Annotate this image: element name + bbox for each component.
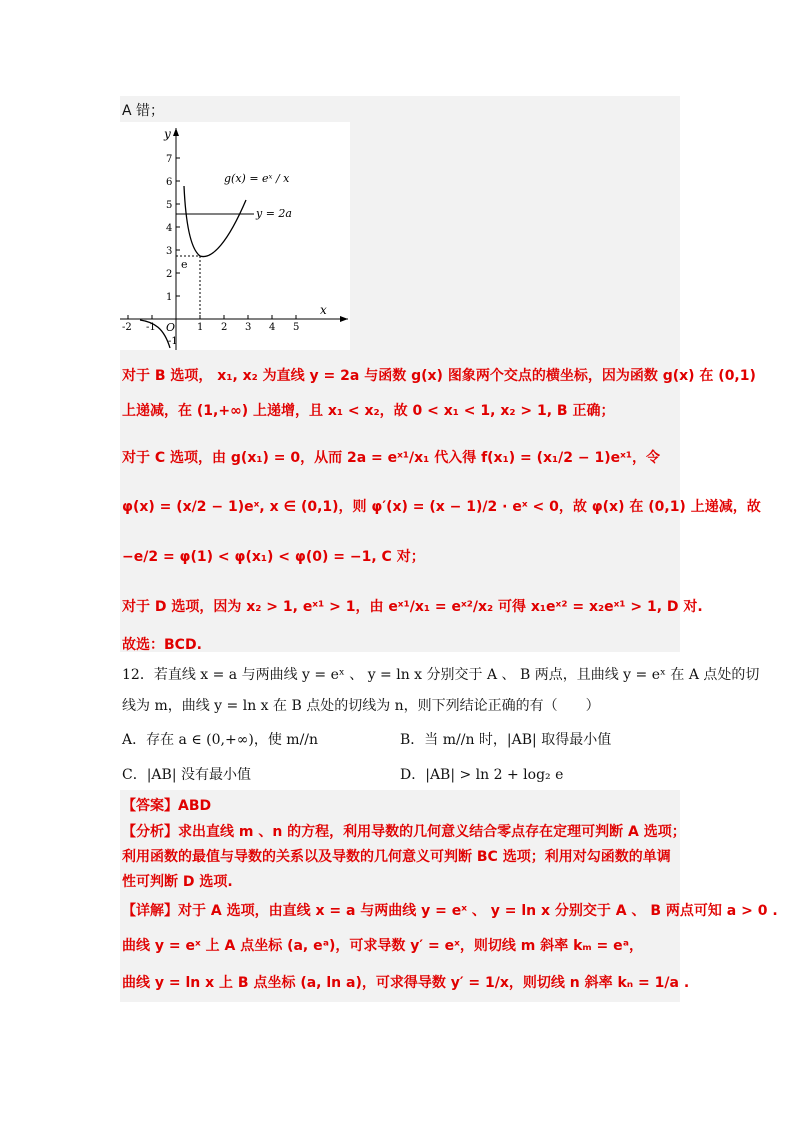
e-value-label: e	[181, 258, 188, 271]
y-tick-minus-1: -1	[168, 336, 178, 347]
y-axis-label: y	[164, 127, 171, 141]
conclusion-line: 故选：BCD.	[122, 637, 202, 653]
question-line-1: 12．若直线 x = a 与两曲线 y = eˣ 、 y = ln x 分别交于 A 、 B 两点，且曲线 y = eˣ 在 A 点处的切	[122, 667, 760, 683]
analysis-line-2: 利用函数的最值与导数的关系以及导数的几何意义可判断 BC 选项；利用对勾函数的单调	[122, 849, 671, 865]
function-graph	[120, 122, 350, 350]
y-axis-arrow-icon	[173, 128, 179, 136]
question-line-2: 线为 m，曲线 y = ln x 在 B 点处的切线为 n，则下列结论正确的有（ ）	[122, 698, 600, 714]
option-d-line: 对于 D 选项，因为 x₂ > 1, eˣ¹ > 1，由 eˣ¹/x₁ = eˣ²/x₂ 可得 x₁eˣ² = x₂eˣ¹ > 1, D 对.	[122, 599, 703, 615]
y-equals-2a-label: y = 2a	[256, 207, 292, 220]
x-tick-2: 2	[221, 322, 228, 333]
option-a: A．存在 a ∈ (0,+∞)，使 m//n	[122, 732, 319, 748]
x-tick-5: 5	[293, 322, 300, 333]
analysis-line-1: 【分析】求出直线 m 、n 的方程，利用导数的几何意义结合零点存在定理可判断 A 选项；	[122, 824, 686, 840]
y-tick-1: 1	[166, 292, 173, 303]
x-axis-label: x	[320, 303, 327, 317]
x-tick-1: 1	[197, 322, 204, 333]
y-tick-3: 3	[166, 246, 173, 257]
option-c-line-1: 对于 C 选项，由 g(x₁) = 0，从而 2a = eˣ¹/x₁ 代入得 f(x₁) = (x₁/2 − 1)eˣ¹，令	[122, 450, 661, 466]
y-tick-7: 7	[166, 154, 173, 165]
x-tick-labels	[122, 315, 299, 333]
y-tick-labels	[166, 154, 180, 347]
x-tick-3: 3	[245, 322, 252, 333]
y-tick-2: 2	[166, 269, 173, 280]
option-c-line-3: −e/2 = φ(1) < φ(x₁) < φ(0) = −1, C 对；	[122, 549, 425, 565]
g-curve-right-branch	[184, 186, 246, 257]
origin-label: O	[166, 321, 176, 334]
y-tick-4: 4	[166, 223, 173, 234]
x-tick-minus-2: -2	[122, 322, 132, 333]
option-c: C．|AB| 没有最小值	[122, 767, 251, 783]
x-axis-arrow-icon	[340, 316, 348, 322]
option-b: B．当 m//n 时，|AB| 取得最小值	[400, 732, 612, 748]
x-tick-4: 4	[269, 322, 276, 333]
graph-svg	[120, 122, 350, 350]
option-b-line-1: 对于 B 选项， x₁, x₂ 为直线 y = 2a 与函数 g(x) 图象两个交点的横坐标，因为函数 g(x) 在 (0,1)	[122, 368, 756, 384]
g-curve-label: g(x) = eˣ / x	[224, 172, 290, 185]
option-b-line-2: 上递减，在 (1,+∞) 上递增，且 x₁ < x₂，故 0 < x₁ < 1, x₂ > 1, B 正确；	[122, 403, 615, 419]
option-d: D．|AB| > ln 2 + log₂ e	[400, 767, 564, 783]
answer-line: 【答案】ABD	[122, 798, 212, 814]
detail-line-3: 曲线 y = ln x 上 B 点坐标 (a, ln a)，可求得导数 y′ = 1/x，则切线 n 斜率 kₙ = 1/a .	[122, 975, 690, 991]
detail-line-2: 曲线 y = eˣ 上 A 点坐标 (a, eᵃ)，可求导数 y′ = eˣ，则切线 m 斜率 kₘ = eᵃ，	[122, 938, 644, 954]
option-a-verdict: A 错；	[122, 103, 165, 119]
option-c-line-2: φ(x) = (x/2 − 1)eˣ, x ∈ (0,1)，则 φ′(x) = (x − 1)/2 · eˣ < 0，故 φ(x) 在 (0,1) 上递减，故	[122, 499, 761, 515]
y-tick-5: 5	[166, 200, 173, 211]
y-tick-6: 6	[166, 177, 173, 188]
detail-line-1: 【详解】对于 A 选项，由直线 x = a 与两曲线 y = eˣ 、 y = ln x 分别交于 A 、 B 两点可知 a > 0 .	[122, 903, 778, 919]
x-tick-minus-1: -1	[146, 322, 156, 333]
analysis-line-3: 性可判断 D 选项.	[122, 874, 233, 890]
